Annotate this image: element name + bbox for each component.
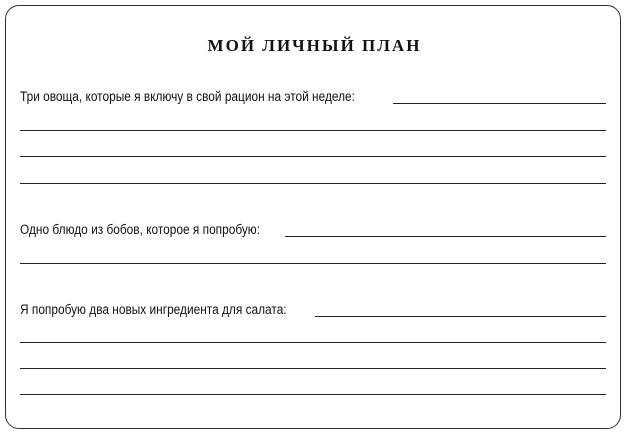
section-salad-prompt-row	[20, 297, 606, 319]
section-vegetables-prompt: Три овоща, которые я включу в свой рацион на этой неделе:	[20, 89, 355, 104]
answer-line[interactable]	[20, 263, 606, 264]
section-beans-prompt-row	[20, 217, 606, 239]
page-title: МОЙ ЛИЧНЫЙ ПЛАН	[207, 36, 422, 55]
answer-line[interactable]	[315, 316, 606, 317]
section-vegetables-prompt-row	[20, 84, 606, 106]
answer-line[interactable]	[20, 394, 606, 395]
answer-line[interactable]	[20, 342, 606, 343]
answer-line[interactable]	[393, 103, 606, 104]
section-beans-prompt: Одно блюдо из бобов, которое я попробую:	[20, 222, 261, 237]
answer-line[interactable]	[20, 130, 606, 131]
answer-line[interactable]	[20, 368, 606, 369]
section-salad-prompt: Я попробую два новых ингредиента для салата:	[20, 302, 287, 317]
answer-line[interactable]	[20, 183, 606, 184]
answer-line[interactable]	[20, 156, 606, 157]
answer-line[interactable]	[285, 236, 606, 237]
